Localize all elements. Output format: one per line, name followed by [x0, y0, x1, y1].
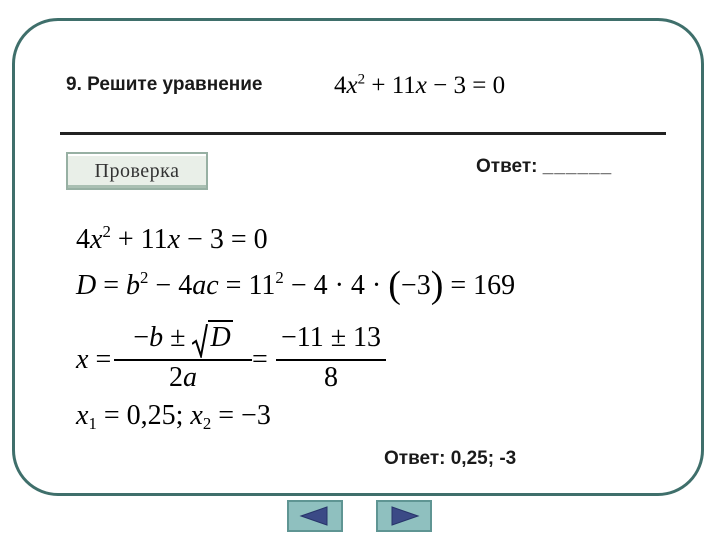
task-equation: $4x^2 + 11x - 3 = 0$ [334, 71, 506, 99]
divider-line [60, 132, 666, 135]
triangle-right-icon [386, 505, 422, 527]
solution-line-discriminant: $D = b^2 - 4ac = 11^2 - 4 \cdot 4 \cdot (-3) = 169$ [76, 264, 516, 307]
solution-line-roots-formula: x = −b ± D 2a = −11 ± 13 8 [76, 322, 406, 396]
prev-slide-button[interactable] [287, 500, 343, 532]
roots-formula-fraction: −b ± D 2a [114, 322, 252, 396]
next-slide-button[interactable] [376, 500, 432, 532]
final-answer: Ответ: 0,25; -3 [384, 448, 517, 469]
check-button[interactable]: Проверка [66, 152, 208, 190]
triangle-left-icon [297, 505, 333, 527]
answer-blank: ______ [542, 156, 613, 177]
task-title: 9. Решите уравнение [66, 74, 263, 95]
solution-line-roots: $x_1 = 0,25$; $x_2 = -3$ [76, 400, 271, 434]
solution-line-equation: $4x^2 + 11x - 3 = 0$ [76, 222, 268, 255]
sqrt-symbol: D [192, 322, 232, 354]
roots-value-fraction: −11 ± 13 8 [276, 322, 386, 396]
answer-prompt: Ответ: ______ [476, 156, 613, 177]
